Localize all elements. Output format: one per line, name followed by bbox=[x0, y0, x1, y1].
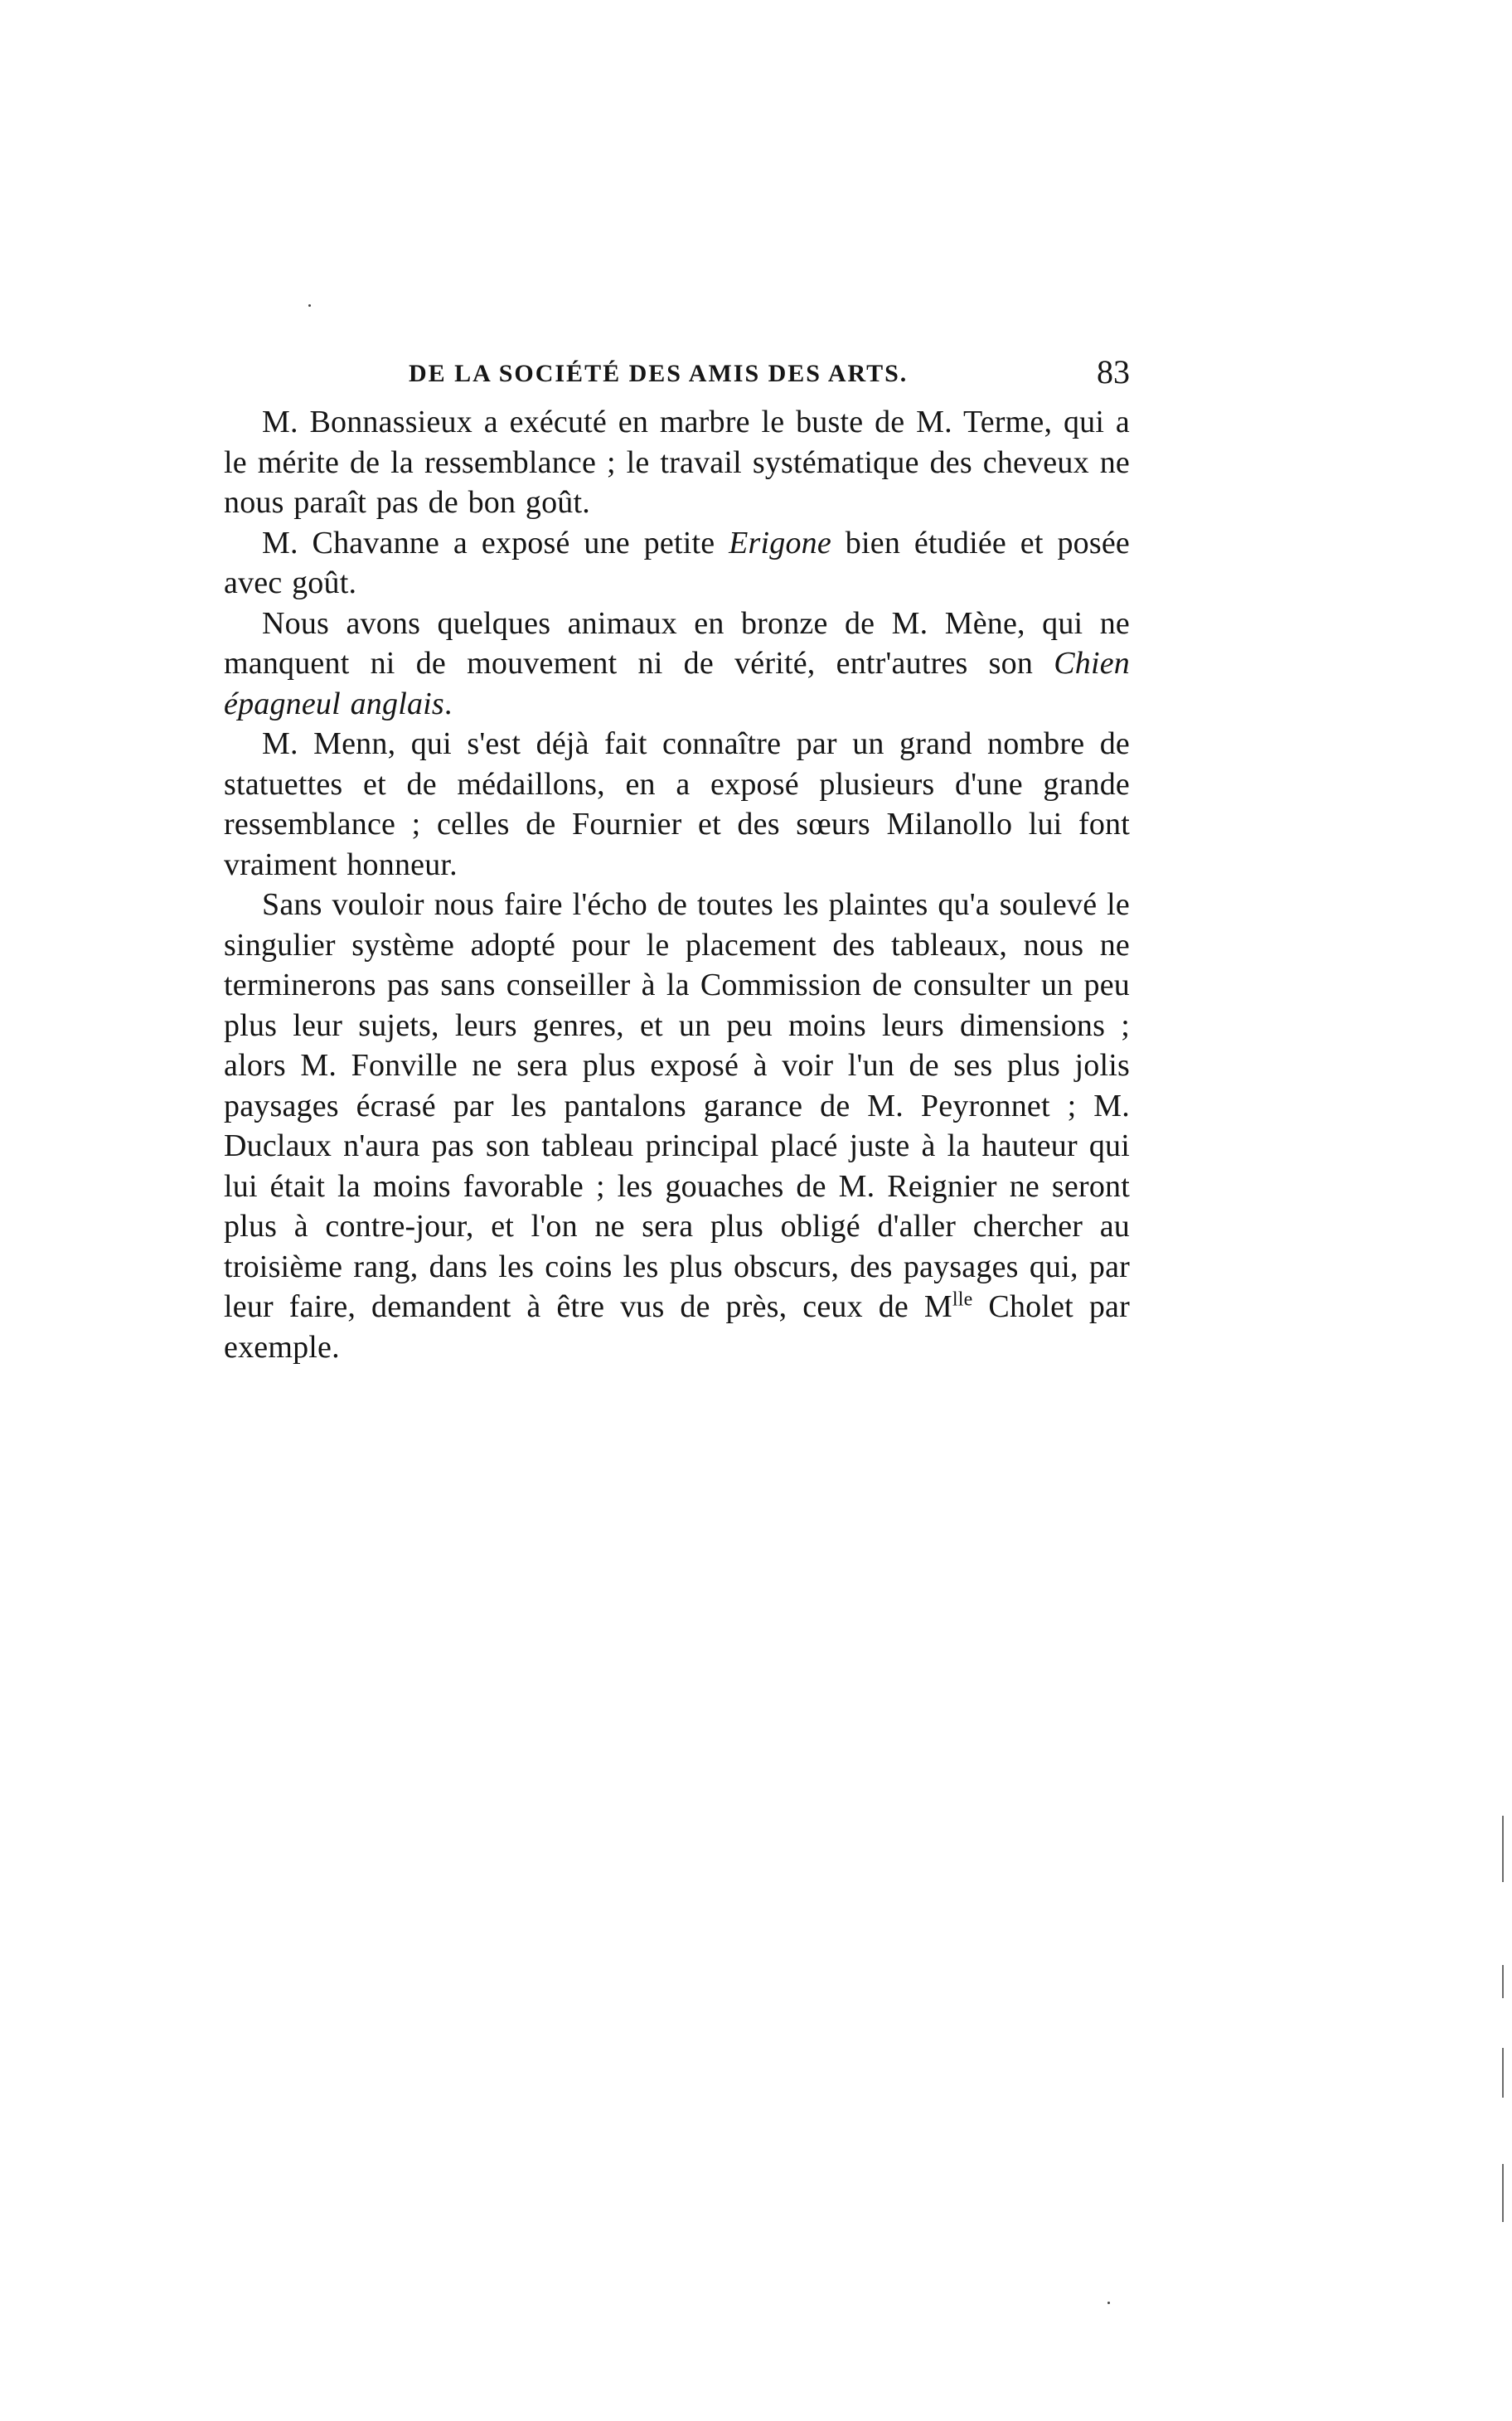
superscript-lle: lle bbox=[952, 1288, 973, 1311]
paragraph-mene-text: Nous avons quelques animaux en bronze de M. Mène, qui ne manquent ni de mouvement ni de vérité, entr'autres son bbox=[224, 605, 1130, 681]
page-number: 83 bbox=[1097, 353, 1130, 391]
edge-scan-mark bbox=[1502, 2164, 1504, 2222]
paragraph-mene-text-end: . bbox=[443, 686, 453, 721]
paragraph-placement bbox=[224, 885, 1130, 1367]
artwork-title-chien-epagneul: Chien épagneul anglais bbox=[224, 646, 1130, 721]
paragraph-menn: M. Menn, qui s'est déjà fait connaître par un grand nombre de statuettes et de médaillons, en a exposé plusieurs d'une grande ressemblance ; celles de Fournier et des sœurs Milanollo lui font vraiment honneur. bbox=[224, 726, 1130, 882]
ink-speck bbox=[308, 304, 311, 307]
edge-scan-mark bbox=[1502, 1816, 1504, 1882]
running-head bbox=[409, 352, 1130, 399]
running-title: DE LA SOCIÉTÉ DES AMIS DES ARTS. bbox=[409, 360, 909, 387]
paragraph-mene bbox=[224, 604, 1130, 725]
paragraph-bonnassieux: M. Bonnassieux a exécuté en marbre le buste de M. Terme, qui a le mérite de la ressemblance ; le travail systématique des cheveux ne nous paraît pas de bon goût. bbox=[224, 405, 1130, 520]
paragraph-chavanne bbox=[224, 523, 1130, 604]
paragraph-chavanne-text: M. Chavanne a exposé une petite bbox=[262, 525, 729, 560]
edge-scan-mark bbox=[1502, 2048, 1504, 2098]
paragraph-placement-text-end: Cholet par exemple. bbox=[224, 1289, 1130, 1365]
paragraph-chavanne-text-end: bien étudiée et posée avec goût. bbox=[224, 525, 1130, 600]
artwork-title-erigone: Erigone bbox=[729, 525, 831, 560]
paragraph-placement-text: Sans vouloir nous faire l'écho de toutes les plaintes qu'a soulevé le singulier système adopté pour le placement des tableaux, nous ne terminerons pas sans conseiller à la Commission de consulter un peu plus leur sujets, leurs genres, et un peu moins leurs dimensions ; alors M. Fonville ne sera plus exposé à voir l'un de ses plus jolis paysages écrasé par les pantalons garance de M. Peyronnet ; M. Duclaux n'aura pas son tableau principal placé juste à la hauteur qui lui était la moins favorable ; les gouaches de M. Reignier ne seront plus à contre-jour, et l'on ne sera plus obligé d'aller chercher au troisième rang, dans les coins les plus obscurs, des paysages qui, par leur faire, demandent à être vus de près, ceux de M bbox=[224, 887, 1130, 1324]
edge-scan-mark bbox=[1502, 1965, 1504, 1998]
ink-speck bbox=[1107, 2302, 1110, 2304]
body-text bbox=[224, 402, 1130, 1367]
